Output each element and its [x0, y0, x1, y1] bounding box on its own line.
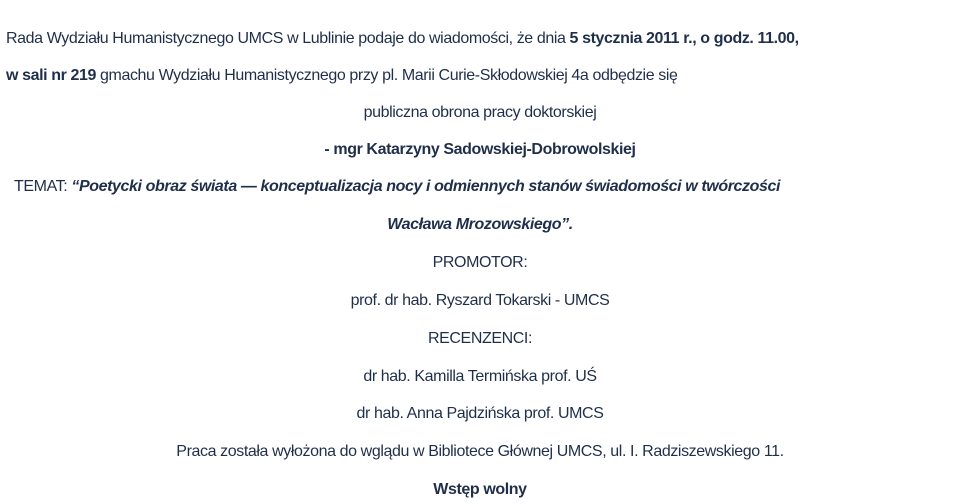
room-number: w sali nr 219	[6, 67, 96, 84]
topic-title-part2: Wacława Mrozowskiego”.	[387, 216, 573, 233]
intro-text: Rada Wydziału Humanistycznego UMCS w Lublinie podaje do wiadomości, że dnia	[6, 30, 570, 47]
candidate-name: - mgr Katarzyny Sadowskiej-Dobrowolskiej	[324, 141, 636, 158]
topic-label: TEMAT:	[14, 178, 72, 195]
topic-title-part1: “Poetycki obraz świata — konceptualizacja nocy i odmiennych stanów świadomości w twórczości	[71, 178, 781, 195]
location-text: gmachu Wydziału Humanistycznego przy pl. Marii Curie-Skłodowskiej 4a odbędzie się	[95, 67, 678, 84]
reviewers-label: RECENZENCI:	[427, 330, 533, 347]
defense-line: publiczna obrona pracy doktorskiej	[363, 104, 597, 121]
entry-note: Wstęp wolny	[433, 481, 527, 498]
intro-line	[6, 29, 960, 49]
defense-date: 5 stycznia 2011 r., o godz. 11.00,	[569, 30, 799, 47]
thesis-location: Praca została wyłożona do wglądu w Bibliotece Głównej UMCS, ul. I. Radziszewskiego 11.	[176, 443, 784, 460]
reviewer-1: dr hab. Kamilla Termińska prof. UŚ	[363, 368, 597, 385]
promoter-label: PROMOTOR:	[432, 254, 528, 271]
location-line	[6, 66, 960, 86]
promoter-name: prof. dr hab. Ryszard Tokarski - UMCS	[350, 292, 610, 309]
topic-line	[14, 177, 960, 197]
reviewer-2: dr hab. Anna Pajdzińska prof. UMCS	[356, 405, 604, 422]
